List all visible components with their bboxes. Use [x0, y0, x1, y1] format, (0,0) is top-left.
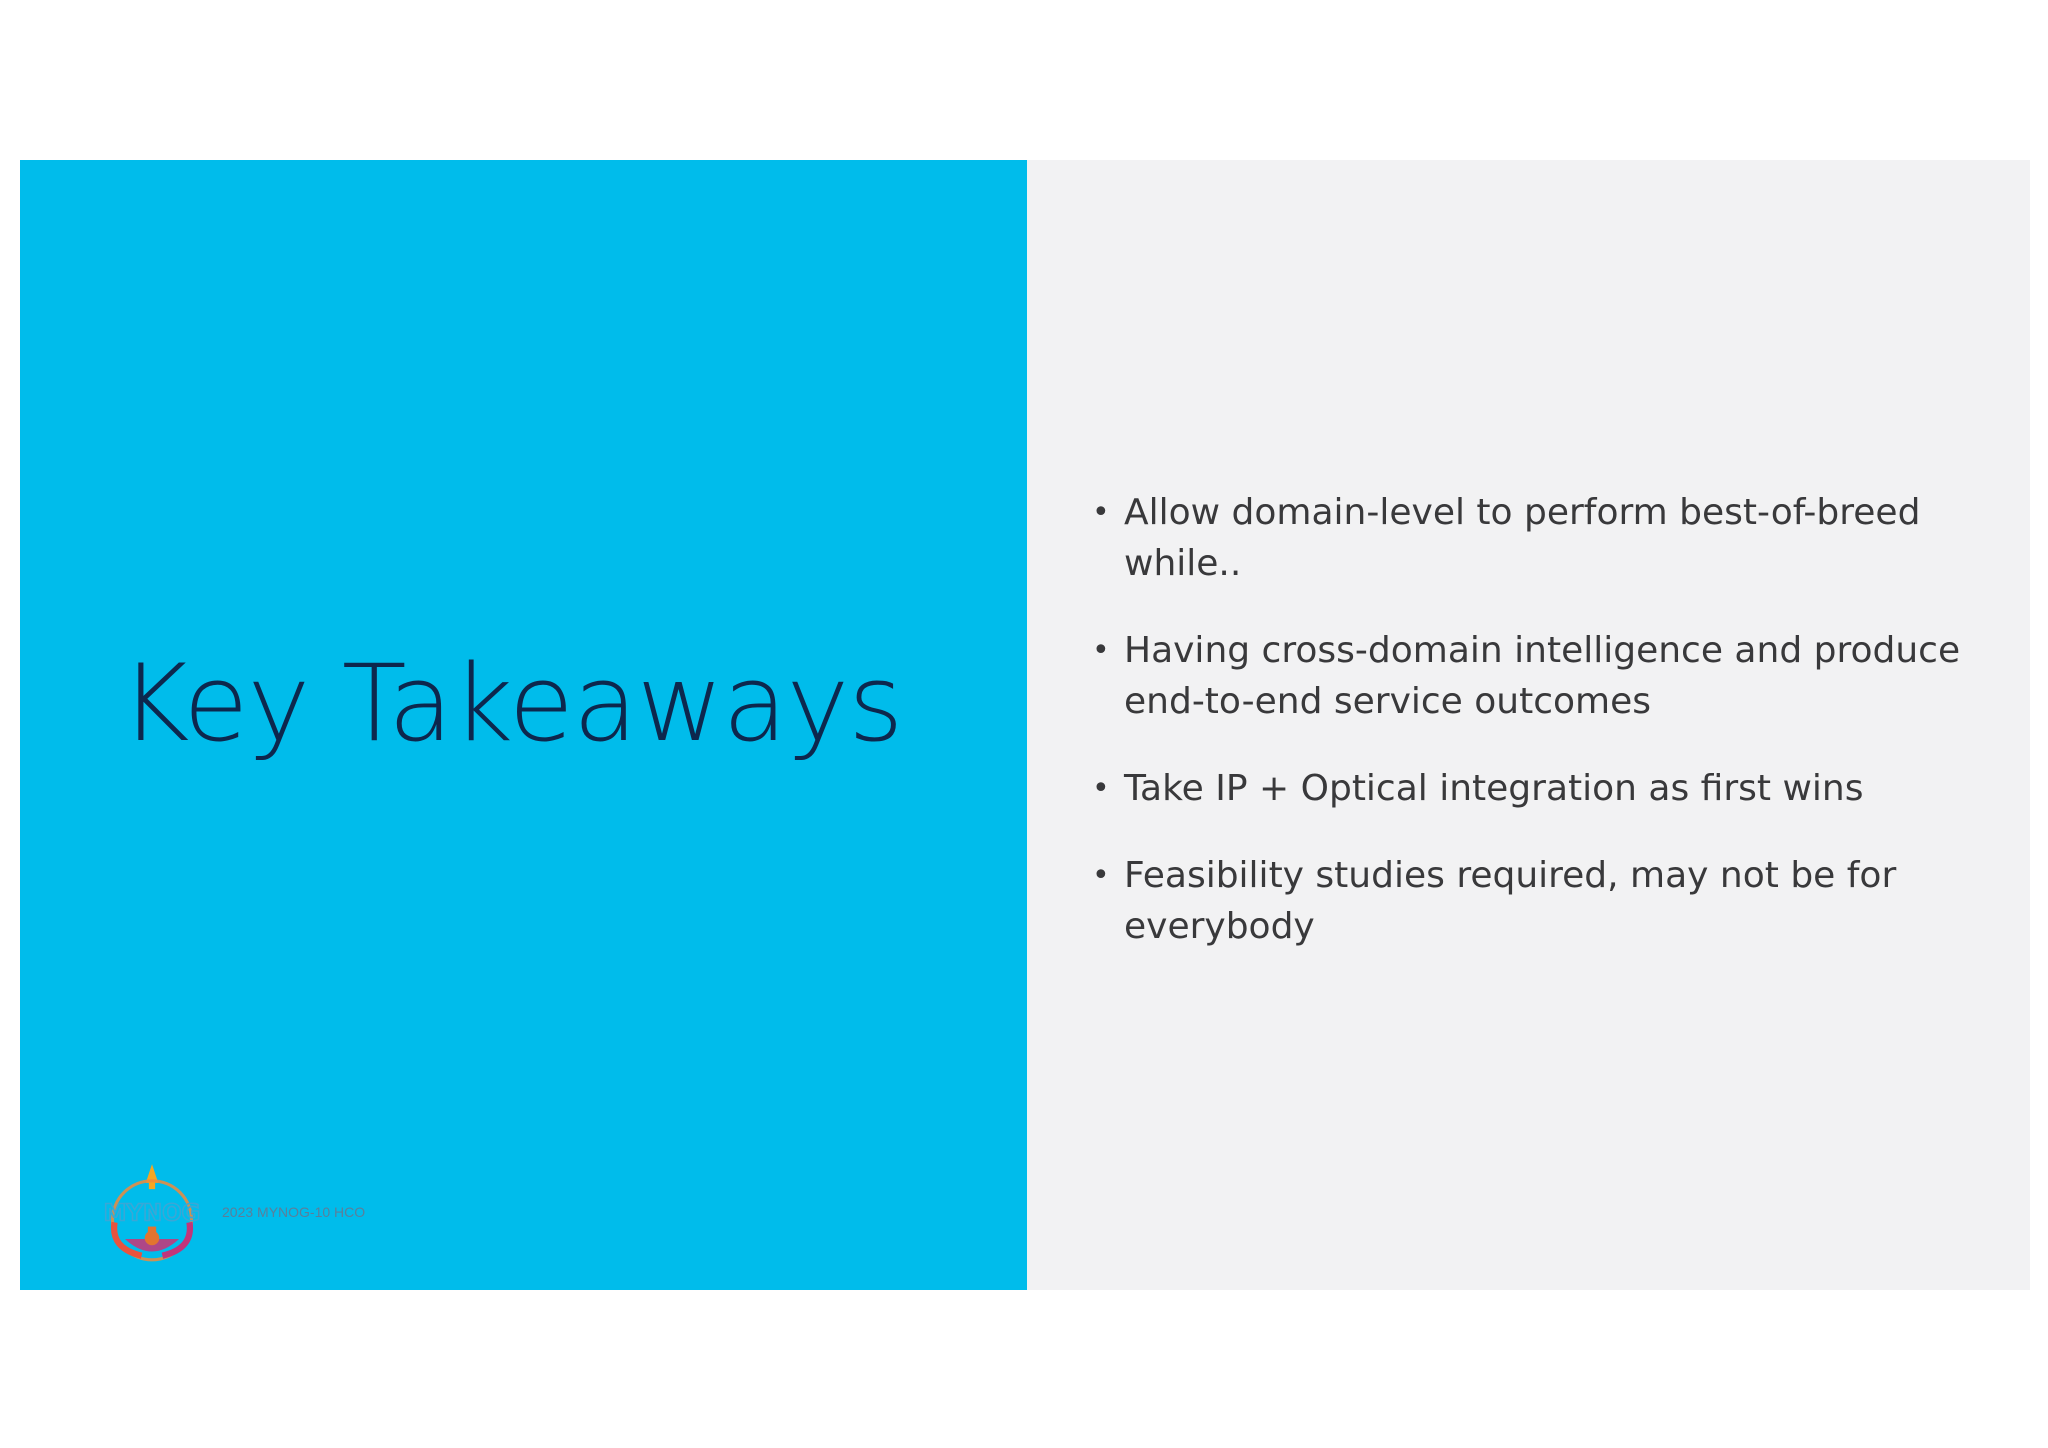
title-panel [20, 160, 1027, 1290]
bullet-item [1092, 763, 1992, 814]
bullet-item [1092, 850, 1992, 952]
bullet-text: Allow domain-level to perform best-of-breed while.. [1124, 492, 1921, 584]
bullet-text: Feasibility studies required, may not be for everybody [1124, 855, 1897, 947]
bullet-text: Take IP + Optical integration as first wins [1124, 768, 1864, 809]
bullet-list [1092, 487, 1992, 988]
bullet-icon: • [1092, 771, 1110, 806]
bullet-text: Having cross-domain intelligence and produce end-to-end service outcomes [1124, 630, 1961, 722]
bullet-item [1092, 487, 1992, 589]
slide [20, 160, 2030, 1290]
svg-text:MYNOG: MYNOG [103, 1200, 201, 1227]
footer-text: 2023 MYNOG-10 HCO [222, 1204, 366, 1220]
mynog-logo-icon [100, 1160, 204, 1264]
footer [100, 1160, 365, 1264]
bullet-icon: • [1092, 495, 1110, 530]
slide-title: Key Takeaways [120, 642, 903, 765]
bullet-icon: • [1092, 858, 1110, 893]
bullet-icon: • [1092, 633, 1110, 668]
content-panel [1027, 160, 2030, 1290]
bullet-item [1092, 625, 1992, 727]
